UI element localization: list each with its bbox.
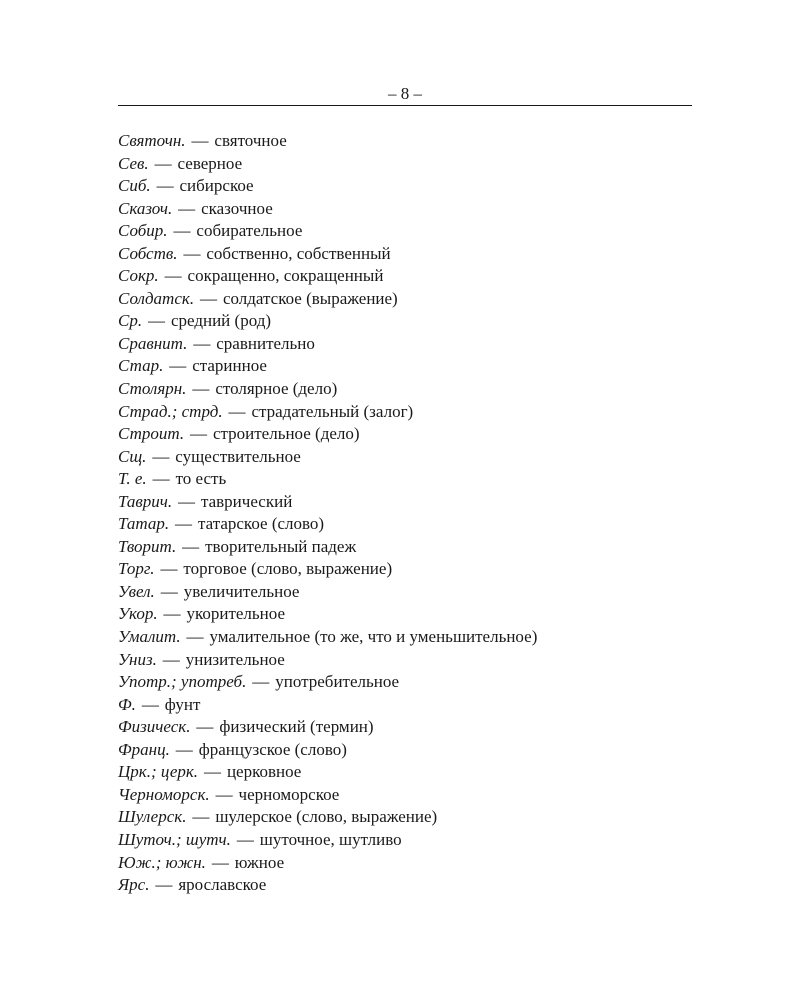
abbreviation-term: Святочн. bbox=[118, 131, 186, 150]
abbreviation-meaning: северное bbox=[177, 153, 243, 173]
abbreviation-term: Страд.; стрд. bbox=[118, 401, 223, 421]
abbreviation-meaning: столярное (дело) bbox=[215, 379, 338, 399]
abbreviation-term: Умалит. bbox=[118, 627, 181, 647]
abbreviation-meaning: сибирское bbox=[179, 176, 254, 196]
abbreviation-meaning: собственно, собственный bbox=[206, 243, 391, 263]
abbreviation-term: Черноморск. bbox=[118, 784, 210, 804]
abbreviation-meaning: торговое (слово, выражение) bbox=[183, 559, 393, 579]
em-dash-separator: — bbox=[215, 784, 233, 804]
abbreviation-term: Торг. bbox=[118, 559, 155, 579]
em-dash-separator: — bbox=[236, 829, 254, 849]
em-dash-separator: — bbox=[175, 514, 193, 534]
abbreviation-term: Творит. bbox=[118, 536, 177, 556]
abbreviation-term: Татар. bbox=[118, 514, 170, 534]
abbreviation-meaning: старинное bbox=[192, 356, 267, 376]
em-dash-separator: — bbox=[211, 852, 229, 872]
abbreviation-meaning: шуточное, шутливо bbox=[259, 829, 402, 849]
abbreviation-entry bbox=[118, 468, 718, 491]
abbreviation-meaning: страдательный (залог) bbox=[251, 401, 414, 421]
em-dash-separator: — bbox=[162, 649, 180, 669]
em-dash-separator: — bbox=[178, 198, 196, 218]
abbreviation-term: Собир. bbox=[118, 221, 168, 241]
abbreviation-term: Униз. bbox=[118, 649, 157, 669]
abbreviation-entry bbox=[118, 513, 718, 536]
abbreviation-meaning: средний (род) bbox=[170, 311, 272, 331]
em-dash-separator: — bbox=[148, 311, 166, 331]
em-dash-separator: — bbox=[200, 288, 218, 308]
abbreviation-meaning: татарское (слово) bbox=[197, 514, 325, 534]
em-dash-separator: — bbox=[193, 333, 211, 353]
abbreviation-meaning: фунт bbox=[164, 694, 201, 714]
abbreviation-list bbox=[118, 130, 718, 897]
abbreviation-entry bbox=[118, 874, 718, 897]
abbreviation-term: Ярс. bbox=[118, 875, 150, 895]
abbreviation-entry bbox=[118, 761, 718, 784]
em-dash-separator: — bbox=[183, 243, 201, 263]
abbreviation-entry bbox=[118, 603, 718, 626]
abbreviation-entry bbox=[118, 310, 718, 333]
abbreviation-entry bbox=[118, 378, 718, 401]
abbreviation-meaning: сравнительно bbox=[216, 333, 315, 353]
em-dash-separator: — bbox=[152, 469, 170, 489]
abbreviation-meaning: употребительное bbox=[275, 672, 400, 692]
abbreviation-entry bbox=[118, 626, 718, 649]
abbreviation-term: Юж.; южн. bbox=[118, 852, 206, 872]
abbreviation-entry bbox=[118, 288, 718, 311]
abbreviation-meaning: собирательное bbox=[196, 221, 303, 241]
em-dash-separator: — bbox=[175, 739, 193, 759]
em-dash-separator: — bbox=[204, 762, 221, 782]
abbreviation-entry bbox=[118, 220, 718, 243]
header-rule bbox=[118, 105, 692, 106]
abbreviation-meaning: увеличительное bbox=[183, 581, 300, 601]
em-dash-separator: — bbox=[160, 581, 178, 601]
abbreviation-entry bbox=[118, 784, 718, 807]
em-dash-separator: — bbox=[228, 401, 246, 421]
abbreviation-term: Столярн. bbox=[118, 379, 187, 399]
abbreviation-entry bbox=[118, 852, 718, 875]
page-number: – 8 – bbox=[388, 84, 422, 103]
em-dash-separator: — bbox=[192, 379, 210, 399]
em-dash-separator: — bbox=[155, 875, 173, 895]
abbreviation-meaning: церковное bbox=[226, 762, 302, 782]
abbreviation-term: Франц. bbox=[118, 739, 170, 759]
abbreviation-entry bbox=[118, 829, 718, 852]
abbreviation-term: Солдатск. bbox=[118, 288, 195, 308]
abbreviation-entry bbox=[118, 536, 718, 559]
abbreviation-term: Увел. bbox=[118, 581, 155, 601]
abbreviation-term: Стар. bbox=[118, 356, 164, 376]
abbreviation-meaning: физический (термин) bbox=[219, 717, 374, 737]
abbreviation-meaning: святочное bbox=[214, 131, 287, 150]
abbreviation-meaning: таврический bbox=[200, 491, 293, 511]
abbreviation-entry bbox=[118, 806, 718, 829]
abbreviation-term: Таврич. bbox=[118, 491, 173, 511]
abbreviation-term: Ф. bbox=[118, 694, 136, 714]
abbreviation-term: Укор. bbox=[118, 604, 158, 624]
abbreviation-meaning: творительный падеж bbox=[205, 536, 357, 556]
em-dash-separator: — bbox=[252, 672, 270, 692]
abbreviation-entry bbox=[118, 716, 718, 739]
em-dash-separator: — bbox=[164, 266, 182, 286]
abbreviation-term: Сщ. bbox=[118, 446, 147, 466]
abbreviation-meaning: сокращенно, сокращенный bbox=[187, 266, 384, 286]
em-dash-separator: — bbox=[192, 807, 210, 827]
abbreviation-entry bbox=[118, 130, 718, 153]
abbreviation-term: Шуточ.; шутч. bbox=[118, 829, 231, 849]
abbreviation-meaning: существительное bbox=[175, 446, 301, 466]
abbreviation-entry bbox=[118, 649, 718, 672]
abbreviation-entry bbox=[118, 333, 718, 356]
abbreviation-entry bbox=[118, 355, 718, 378]
abbreviation-term: Собств. bbox=[118, 243, 178, 263]
abbreviation-meaning: унизительное bbox=[185, 649, 285, 669]
abbreviation-meaning: черноморское bbox=[238, 784, 340, 804]
abbreviation-term: Употр.; употреб. bbox=[118, 672, 247, 692]
abbreviation-entry bbox=[118, 558, 718, 581]
em-dash-separator: — bbox=[186, 627, 204, 647]
abbreviation-term: Строит. bbox=[118, 424, 185, 444]
em-dash-separator: — bbox=[196, 717, 214, 737]
abbreviation-meaning: то есть bbox=[175, 469, 227, 489]
em-dash-separator: — bbox=[160, 559, 178, 579]
em-dash-separator: — bbox=[154, 153, 172, 173]
abbreviation-entry bbox=[118, 198, 718, 221]
abbreviation-entry bbox=[118, 401, 718, 424]
abbreviation-term: Сравнит. bbox=[118, 333, 188, 353]
abbreviation-entry bbox=[118, 739, 718, 762]
em-dash-separator: — bbox=[152, 446, 170, 466]
em-dash-separator: — bbox=[163, 604, 181, 624]
abbreviation-meaning: умалительное (то же, что и уменьшительное) bbox=[209, 627, 538, 647]
em-dash-separator: — bbox=[178, 491, 196, 511]
abbreviation-meaning: шулерское (слово, выражение) bbox=[215, 807, 438, 827]
em-dash-separator: — bbox=[169, 356, 187, 376]
abbreviation-term: Сокр. bbox=[118, 266, 159, 286]
em-dash-separator: — bbox=[141, 694, 159, 714]
abbreviation-meaning: сказочное bbox=[201, 198, 273, 218]
abbreviation-meaning: солдатское (выражение) bbox=[222, 288, 398, 308]
abbreviation-entry bbox=[118, 491, 718, 514]
abbreviation-term: Т. е. bbox=[118, 469, 147, 489]
abbreviation-term: Физическ. bbox=[118, 717, 191, 737]
em-dash-separator: — bbox=[156, 176, 174, 196]
abbreviation-entry bbox=[118, 446, 718, 469]
abbreviation-entry bbox=[118, 694, 718, 717]
abbreviation-term: Сиб. bbox=[118, 176, 151, 196]
abbreviation-term: Шулерск. bbox=[118, 807, 187, 827]
abbreviation-term: Сказоч. bbox=[118, 198, 173, 218]
abbreviation-meaning: ярославское bbox=[178, 875, 267, 895]
abbreviation-entry bbox=[118, 671, 718, 694]
em-dash-separator: — bbox=[173, 221, 191, 241]
abbreviation-meaning: южное bbox=[234, 852, 285, 872]
abbreviation-meaning: строительное (дело) bbox=[212, 424, 360, 444]
abbreviation-term: Црк.; церк. bbox=[118, 762, 199, 782]
abbreviation-entry bbox=[118, 153, 718, 176]
abbreviation-entry bbox=[118, 581, 718, 604]
abbreviation-entry bbox=[118, 265, 718, 288]
em-dash-separator: — bbox=[182, 536, 200, 556]
abbreviation-entry bbox=[118, 243, 718, 266]
abbreviation-meaning: французское (слово) bbox=[198, 739, 347, 759]
abbreviation-entry bbox=[118, 175, 718, 198]
abbreviation-entry bbox=[118, 423, 718, 446]
em-dash-separator: — bbox=[191, 131, 209, 150]
em-dash-separator: — bbox=[190, 424, 208, 444]
abbreviation-meaning: укорительное bbox=[186, 604, 286, 624]
abbreviation-term: Сев. bbox=[118, 153, 149, 173]
abbreviation-term: Ср. bbox=[118, 311, 143, 331]
